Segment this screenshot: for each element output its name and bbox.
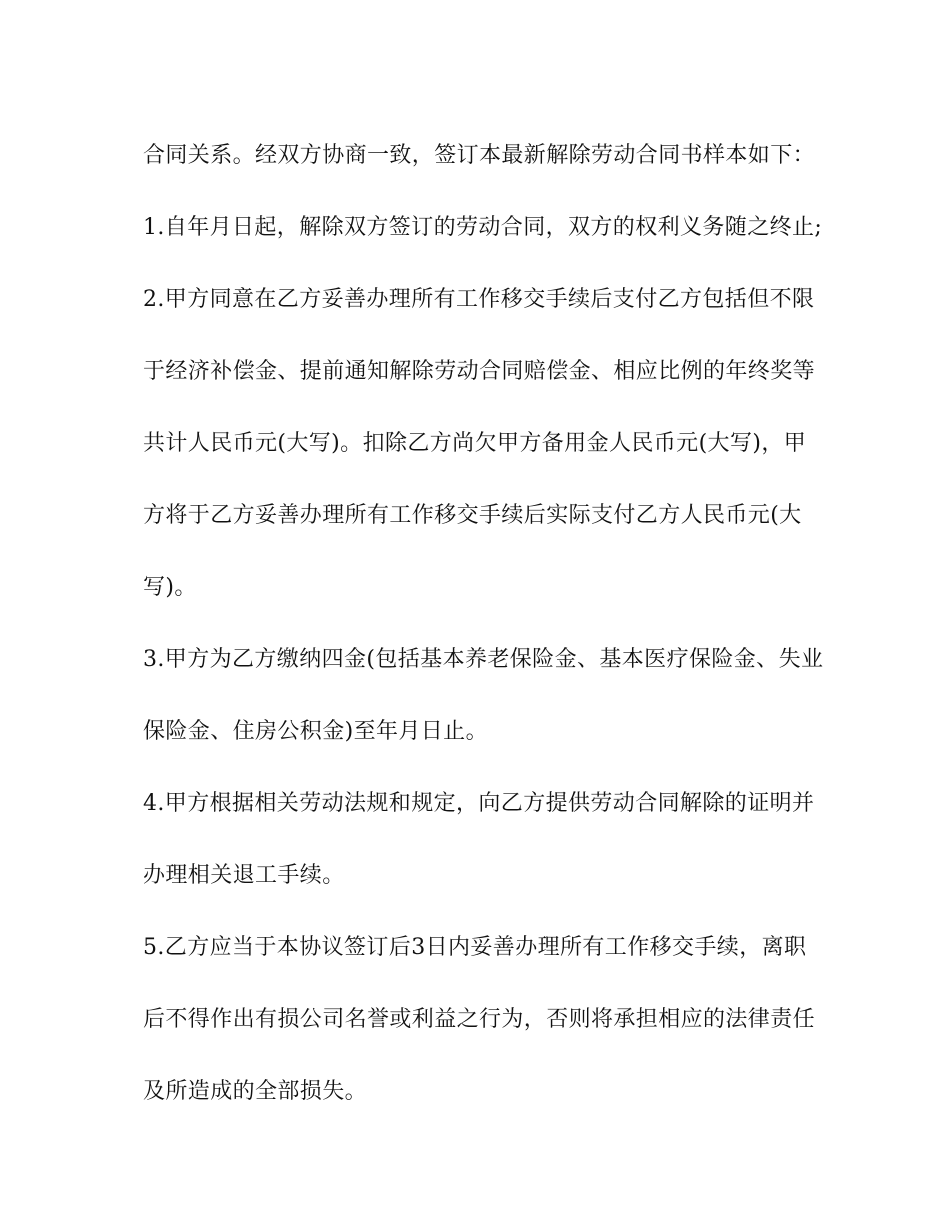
text-line-4: 于经济补偿金、提前通知解除劳动合同赔偿金、相应比例的年终奖等 — [143, 359, 816, 384]
text-line-11: 办理相关退工手续。 — [143, 863, 345, 888]
text-line-5: 共计人民币元(大写)。扣除乙方尚欠甲方备用金人民币元(大写)，甲 — [143, 431, 807, 456]
text-line-9: 保险金、住房公积金)至年月日止。 — [143, 719, 488, 744]
text-line-2: 1.自年月日起，解除双方签订的劳动合同，双方的权利义务随之终止; — [143, 215, 823, 240]
text-line-13: 后不得作出有损公司名誉或利益之行为，否则将承担相应的法律责任 — [143, 1007, 816, 1032]
text-line-8: 3.甲方为乙方缴纳四金(包括基本养老保险金、基本医疗保险金、失业 — [143, 647, 824, 672]
text-line-3: 2.甲方同意在乙方妥善办理所有工作移交手续后支付乙方包括但不限 — [143, 287, 815, 312]
text-line-6: 方将于乙方妥善办理所有工作移交手续后实际支付乙方人民币元(大 — [143, 503, 802, 528]
text-line-14: 及所造成的全部损失。 — [143, 1079, 368, 1104]
contract-text-block — [143, 120, 824, 1128]
text-line-1: 合同关系。经双方协商一致，签订本最新解除劳动合同书样本如下： — [143, 143, 816, 168]
text-line-12: 5.乙方应当于本协议签订后3日内妥善办理所有工作移交手续，离职 — [143, 935, 807, 960]
text-line-10: 4.甲方根据相关劳动法规和规定，向乙方提供劳动合同解除的证明并 — [143, 791, 815, 816]
text-line-7: 写)。 — [143, 575, 197, 600]
